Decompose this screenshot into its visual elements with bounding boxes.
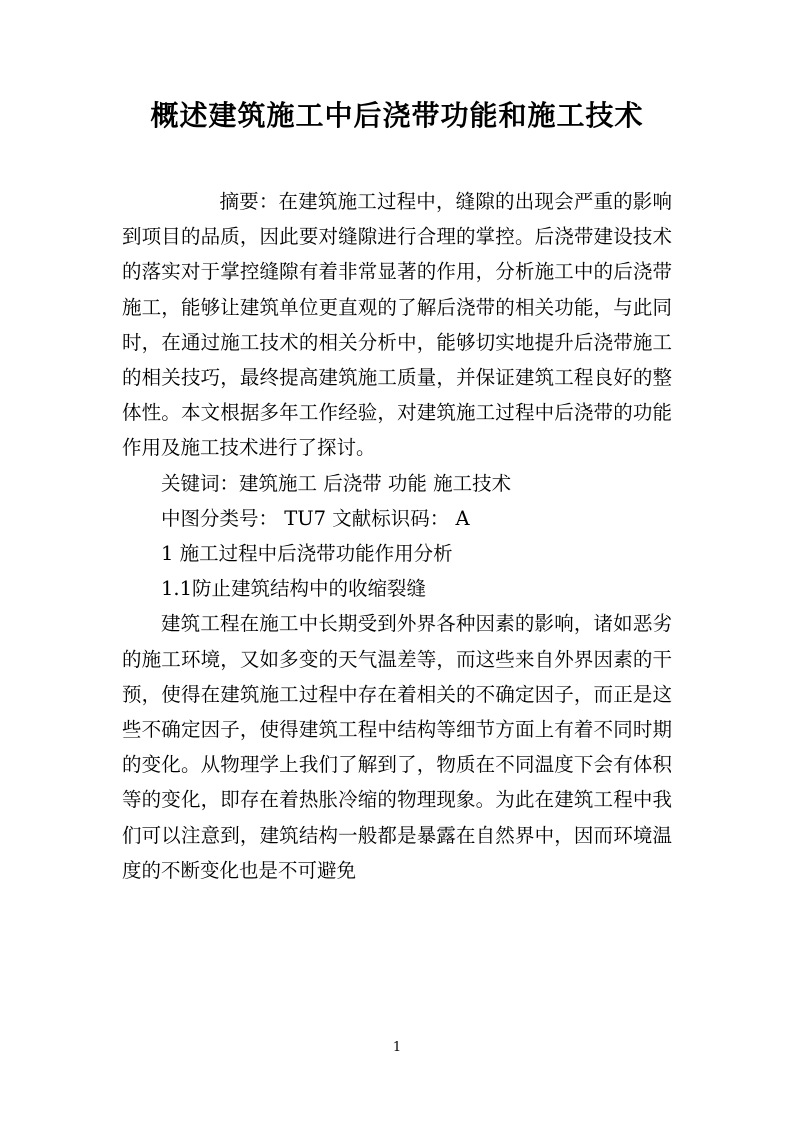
page-number: 1 xyxy=(392,1040,402,1055)
section-1-1-heading: 1.1防止建筑结构中的收缩裂缝 xyxy=(161,577,427,601)
document-title: 概述建筑施工中后浇带功能和施工技术 xyxy=(150,99,644,132)
document-body xyxy=(122,184,672,888)
section-1-heading: 1 施工过程中后浇带功能作用分析 xyxy=(161,542,453,566)
classification-line: 中图分类号： TU7 文献标识码： A xyxy=(161,506,470,530)
abstract-paragraph: 摘要：在建筑施工过程中，缝隙的出现会严重的影响到项目的品质，因此要对缝隙进行合理的掌控。后浇带建设技术的落实对于掌控缝隙有着非常显著的作用，分析施工中的后浇带施工，能够让建筑单位更直观的了解后浇带的相关功能，与此同时，在通过施工技术的相关分析中，能够切实地提升后浇带施工的相关技巧，最终提高建筑施工质量，并保证建筑工程良好的整体性。本文根据多年工作经验，对建筑施工过程中后浇带的功能作用及施工技术进行了探讨。 xyxy=(122,190,672,460)
section-1-1-paragraph: 建筑工程在施工中长期受到外界各种因素的影响，诸如恶劣的施工环境，又如多变的天气温差等，而这些来自外界因素的干预，使得在建筑施工过程中存在着相关的不确定因子，而正是这些不确定因子，使得建筑工程中结构等细节方面上有着不同时期的变化。从物理学上我们了解到了，物质在不同温度下会有体积等的变化，即存在着热胀冷缩的物理现象。为此在建筑工程中我们可以注意到，建筑结构一般都是暴露在自然界中，因而环境温度的不断变化也是不可避免 xyxy=(122,612,672,882)
keywords-line: 关键词：建筑施工 后浇带 功能 施工技术 xyxy=(161,471,512,495)
